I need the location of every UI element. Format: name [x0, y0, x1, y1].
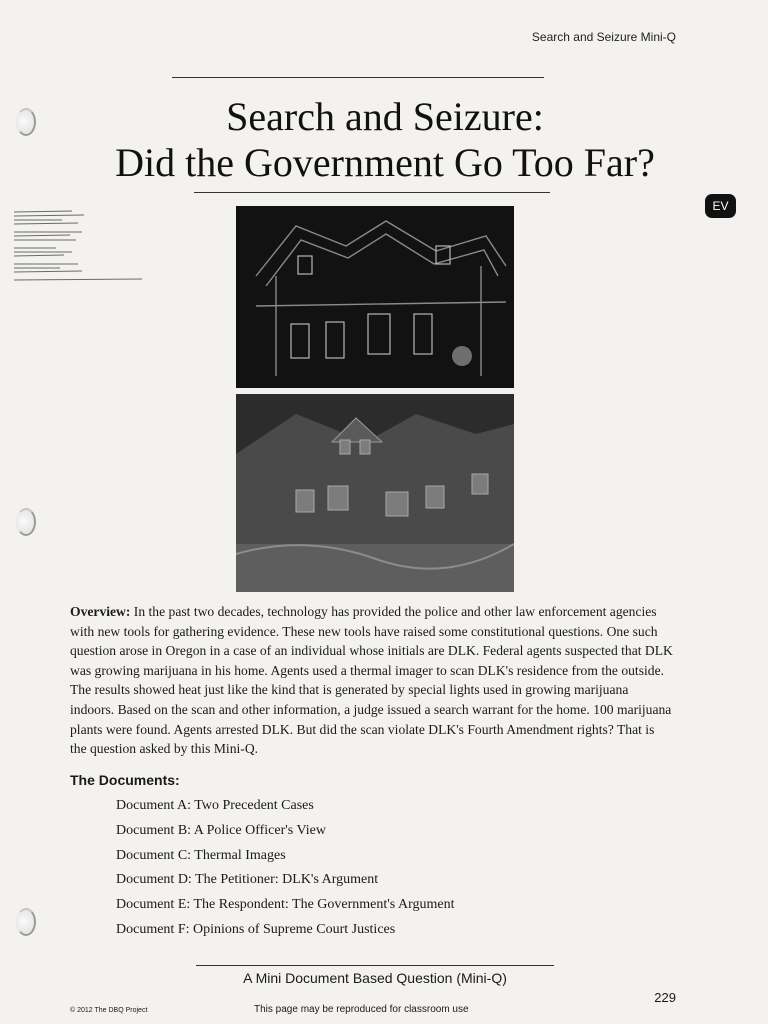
document-list-item: Document E: The Respondent: The Government's Argument [116, 897, 455, 913]
title-top-rule [172, 77, 544, 78]
document-list-item: Document B: A Police Officer's View [116, 822, 326, 838]
scan-artifact-mark [12, 208, 144, 288]
binder-hole-icon [16, 108, 36, 136]
overview-label: Overview: [70, 604, 131, 619]
document-list-item: Document A: Two Precedent Cases [116, 798, 314, 813]
binder-hole-icon [16, 508, 36, 536]
running-head: Search and Seizure Mini-Q [531, 30, 676, 44]
ev-badge: EV [705, 194, 736, 218]
page-number: 229 [654, 990, 676, 1005]
title-bottom-rule [194, 192, 550, 193]
page-title-line-2: Did the Government Go Too Far? [115, 140, 655, 185]
binder-hole-icon [16, 908, 36, 936]
overview-paragraph [70, 602, 674, 759]
page-title-line-1: Search and Seizure: [226, 94, 544, 139]
reproduction-note: This page may be reproduced for classroom use [254, 1004, 469, 1015]
footer-title: A Mini Document Based Question (Mini-Q) [243, 970, 507, 986]
copyright-notice: © 2012 The DBQ Project [70, 1007, 148, 1014]
document-list-item: Document C: Thermal Images [116, 847, 286, 863]
document-list-item: Document D: The Petitioner: DLK's Argument [116, 872, 379, 888]
documents-list [116, 796, 454, 945]
documents-heading: The Documents: [70, 772, 180, 788]
thermal-image-house [236, 206, 514, 388]
house-photograph [236, 394, 514, 592]
overview-text: In the past two decades, technology has provided the police and other law enforcement agencies with new tools for gathering evidence. These new tools have raised some constitutional questions. One such question arose in Oregon in a case of an individual whose initials are DLK. Federal agents suspected that DLK was growing marijuana in his home. Agents used a thermal imager to scan DLK's residence from the outside. The results showed heat just like the kind that is generated by special lights used in growing marijuana indoors. Based on the scan and other information, a judge issued a search warrant for the home. 100 marijuana plants were found. Agents arrested DLK. But did the scan violate DLK's Fourth Amendment rights? That is the question asked by this Mini-Q. [70, 604, 673, 757]
document-list-item: Document F: Opinions of Supreme Court Justices [116, 921, 396, 937]
footer-rule [196, 965, 554, 966]
